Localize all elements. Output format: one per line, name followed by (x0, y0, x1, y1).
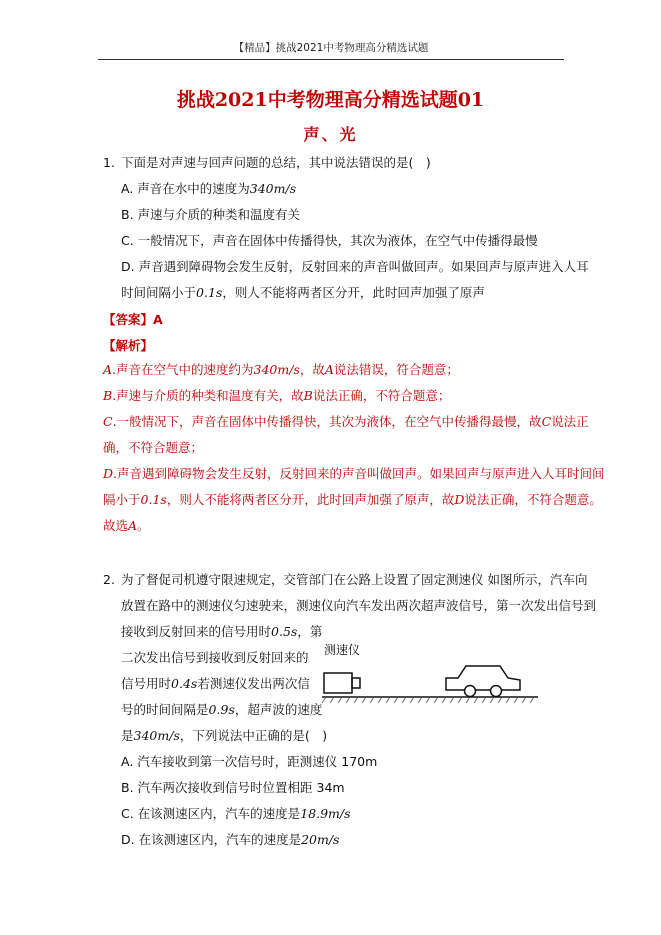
analysis-l6-d: D (454, 492, 465, 507)
analysis-line-1 (103, 362, 459, 378)
q2-d-pre: D. 在该测速区内，汽车的速度是 (121, 832, 302, 847)
q2-c-pre: C. 在该测速区内，汽车的速度是 (121, 806, 301, 821)
q2-line-2: 放置在路中的测速仪匀速驶来，测速仪向汽车发出两次超声波信号，第一次发出信号到 (121, 598, 597, 613)
analysis-l1-e: A (324, 362, 334, 377)
q1-option-a (121, 181, 296, 197)
analysis-l2-c: B (303, 388, 313, 403)
q2-option-d (121, 832, 339, 848)
q2-c-value: 18.9m/s (300, 806, 351, 821)
page-subtitle: 声、光 (303, 125, 358, 144)
analysis-l3-d: 说法正 (551, 414, 589, 429)
speed-detector-figure (318, 640, 540, 710)
q2-l7-pre: 是 (121, 728, 134, 743)
q1-option-b: B. 声速与介质的种类和温度有关 (121, 207, 301, 222)
answer-tag: 【答案】 (103, 312, 154, 327)
analysis-l2-a: B (103, 388, 113, 403)
analysis-l1-f: 说法错误，符合题意； (333, 362, 459, 377)
figure-label: 测速仪 (324, 643, 361, 657)
header-rule (98, 59, 564, 60)
analysis-l1-a: A (103, 362, 113, 377)
q2-l5-pre: 信号用时 (121, 676, 172, 691)
q1-stem: 下面是对声速与回声问题的总结，其中说法错误的是( ) (121, 155, 431, 170)
q2-d-value: 20m/s (301, 832, 340, 847)
q1-option-c: C. 一般情况下，声音在固体中传播得快，其次为液体，在空气中传播得最慢 (121, 233, 538, 248)
analysis-l7-a: 故选 (103, 518, 129, 533)
analysis-l1-d: ，故 (299, 362, 325, 377)
q1-d2-value: 0.1s (196, 285, 223, 300)
q2-number: 2. (103, 572, 115, 587)
analysis-l6-a: 隔小于 (103, 492, 141, 507)
analysis-l6-b: 0.1s (140, 492, 167, 507)
analysis-l2-d: 说法正确，不符合题意； (312, 388, 451, 403)
analysis-l3-c: C (541, 414, 552, 429)
q2-l6-pre: 号的时间间隔是 (121, 702, 209, 717)
q1-option-a-value: 340m/s (249, 181, 297, 196)
analysis-tag: 【解析】 (103, 338, 154, 353)
answer-line (103, 312, 163, 328)
analysis-l5-a: D (103, 466, 114, 481)
q2-option-c (121, 806, 351, 822)
analysis-line-7 (103, 518, 150, 534)
analysis-l1-b: .声音在空气中的速度约为 (112, 362, 254, 377)
q2-option-b: B. 汽车两次接收到信号时位置相距 34m (121, 780, 345, 795)
analysis-l2-b: .声速与介质的种类和温度有关，故 (112, 388, 304, 403)
q2-l5-post: 若测速仪发出两次信 (197, 676, 310, 691)
q2-l3-post: ，第 (297, 624, 323, 639)
q2-l6-post: ，超声波的速度 (234, 702, 323, 717)
analysis-line-2 (103, 388, 450, 404)
q2-l6-value: 0.9s (208, 702, 235, 717)
page-title: 挑战2021中考物理高分精选试题01 (176, 89, 485, 111)
speed-detector-icon (324, 673, 360, 693)
page-header: 【精品】挑战2021中考物理高分精选试题 (233, 42, 429, 54)
analysis-line-4: 确，不符合题意； (103, 440, 204, 455)
q2-line-4: 二次发出信号到接收到反射回来的 (121, 650, 309, 665)
q2-line-1: 为了督促司机遵守限速规定，交管部门在公路上设置了固定测速仪 如图所示，汽车向 (121, 572, 588, 587)
car-icon (446, 666, 520, 697)
q2-l3-pre: 接收到反射回来的信号用时 (121, 624, 272, 639)
analysis-line-5 (103, 466, 605, 482)
analysis-l3-a: C (103, 414, 113, 429)
q1-option-a-text: A. 声音在水中的速度为 (121, 181, 250, 196)
q1-d2-pre: 时间间隔小于 (121, 285, 197, 300)
q2-l7-post: ，下列说法中正确的是( ) (179, 728, 328, 743)
answer-value: A (153, 312, 163, 327)
analysis-l6-e: 说法正确，不符合题意。 (464, 492, 602, 507)
q1-option-d-line2 (121, 285, 485, 301)
q2-l5-value: 0.4s (171, 676, 198, 691)
road-ground (322, 697, 538, 703)
q1-d2-post: ，则人不能将两者区分开，此时回声加强了原声 (222, 285, 485, 300)
q2-line-3 (121, 624, 322, 640)
analysis-l5-b: .声音遇到障碍物会发生反射，反射回来的声音叫做回声。如果回声与原声进入人耳时间间 (113, 466, 605, 481)
q1-option-d-line1: D. 声音遇到障碍物会发生反射，反射回来的声音叫做回声。如果回声与原声进入人耳 (121, 259, 589, 274)
q2-l3-value: 0.5s (271, 624, 298, 639)
q2-l7-value: 340m/s (133, 728, 180, 743)
q2-option-a: A. 汽车接收到第一次信号时，距测速仪 170m (121, 754, 378, 769)
analysis-l3-b: .一般情况下，声音在固体中传播得快，其次为液体，在空气中传播得最慢，故 (112, 414, 542, 429)
analysis-l6-c: ，则人不能将两者区分开，此时回声加强了原声，故 (166, 492, 455, 507)
analysis-l7-c: 。 (137, 518, 150, 533)
q2-line-6 (121, 702, 322, 718)
q2-line-5 (121, 676, 310, 692)
q2-line-7 (121, 728, 327, 744)
analysis-l1-c: 340m/s (253, 362, 300, 377)
q1-number: 1. (103, 155, 115, 170)
analysis-line-6 (103, 492, 602, 508)
analysis-line-3 (103, 414, 589, 430)
analysis-l7-b: A (128, 518, 138, 533)
